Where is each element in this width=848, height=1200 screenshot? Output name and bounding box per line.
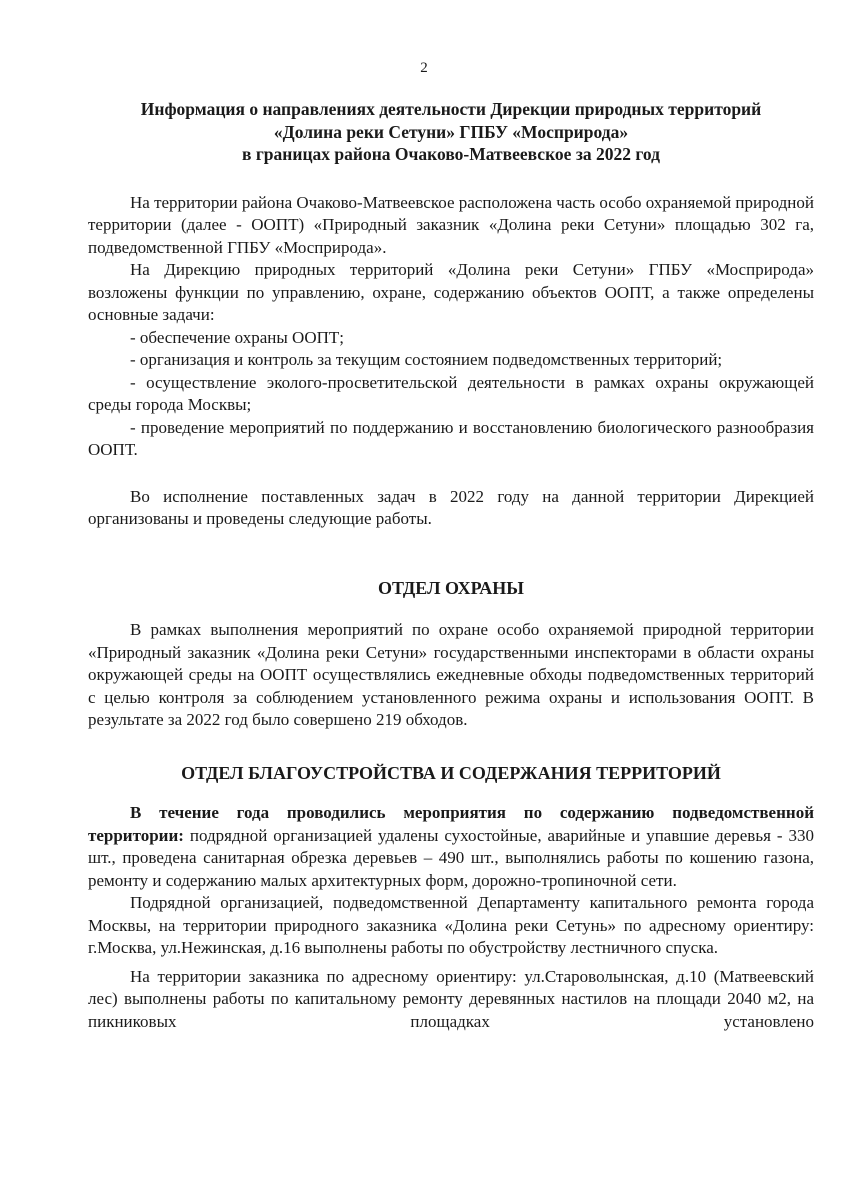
intro-paragraph-3: Во исполнение поставленных задач в 2022 году на данной территории Дирекцией организованы и проведены следующие работы. [88, 486, 814, 528]
task-item: - обеспечение охраны ООПТ; [130, 327, 344, 347]
maintenance-lead-text: подрядной организацией удалены сухостойные, аварийные и упавшие деревья - 330 шт., проведена санитарная обрезка деревьев – 490 шт., выполнялись работы по кошению газона, ремонту и содержанию малых архитектурных форм, дорожно-тропиночной сети. [88, 825, 814, 890]
document-title [88, 98, 814, 166]
intro-paragraph-1: На территории района Очаково-Матвеевское расположена часть особо охраняемой природной территории (далее - ООПТ) «Природный заказник «Долина реки Сетуни» площадью 302 га, подведомственной ГПБУ «Мосприрода». [88, 192, 814, 257]
task-item: - проведение мероприятий по поддержанию и восстановлению биологического разнообразия ООПТ. [88, 417, 814, 459]
guard-paragraph: В рамках выполнения мероприятий по охране особо охраняемой природной территории «Природный заказник «Долина реки Сетуни» государственными инспекторами в области охраны окружающей среды на ООПТ осуществлялись ежедневные обходы подведомственных территорий с целью контроля за соблюдением установленного режима охраны и использования ООПТ. В результате за 2022 год было совершено 219 обходов. [88, 620, 814, 729]
intro-paragraph-2: На Дирекцию природных территорий «Долина реки Сетуни» ГПБУ «Мосприрода» возложены функции по управлению, охране, содержанию объектов ООПТ, а также определены основные задачи: [88, 260, 814, 324]
title-line-1: Информация о направлениях деятельности Дирекции природных территорий [140, 99, 762, 119]
maintenance-paragraph-2: Подрядной организацией, подведомственной Департаменту капитального ремонта города Москвы, на территории природного заказника «Долина реки Сетунь» по адресному ориентиру: г.Москва, ул.Нежинская, д.16 выполнены работы по обустройству лестничного спуска. [88, 893, 814, 957]
title-line-3: в границах района Очаково-Матвеевское за 2022 год [242, 144, 660, 164]
page-number: 2 [420, 60, 428, 76]
section-heading-guard: ОТДЕЛ ОХРАНЫ [378, 577, 524, 598]
task-item: - организация и контроль за текущим состоянием подведомственных территорий; [130, 350, 723, 369]
maintenance-paragraph-3: На территории заказника по адресному ориентиру: ул.Староволынская, д.10 (Матвеевский лес) выполнены работы по капитальному ремонту деревянных настилов на площади 2040 м2, на пикниковых площадках установлено [88, 966, 814, 1031]
tasks-list [88, 327, 814, 462]
document-body [88, 98, 814, 1033]
maintenance-paragraph-1 [88, 802, 814, 892]
section-heading-maintenance: ОТДЕЛ БЛАГОУСТРОЙСТВА И СОДЕРЖАНИЯ ТЕРРИТОРИЙ [181, 762, 721, 783]
task-item: - осуществление эколого-просветительской деятельности в рамках охраны окружающей среды города Москвы; [88, 372, 814, 414]
title-line-2: «Долина реки Сетуни» ГПБУ «Мосприрода» [273, 121, 629, 142]
maintenance-lead-bold: В течение года проводились мероприятия по содержанию подведомственной территории: [88, 803, 814, 845]
